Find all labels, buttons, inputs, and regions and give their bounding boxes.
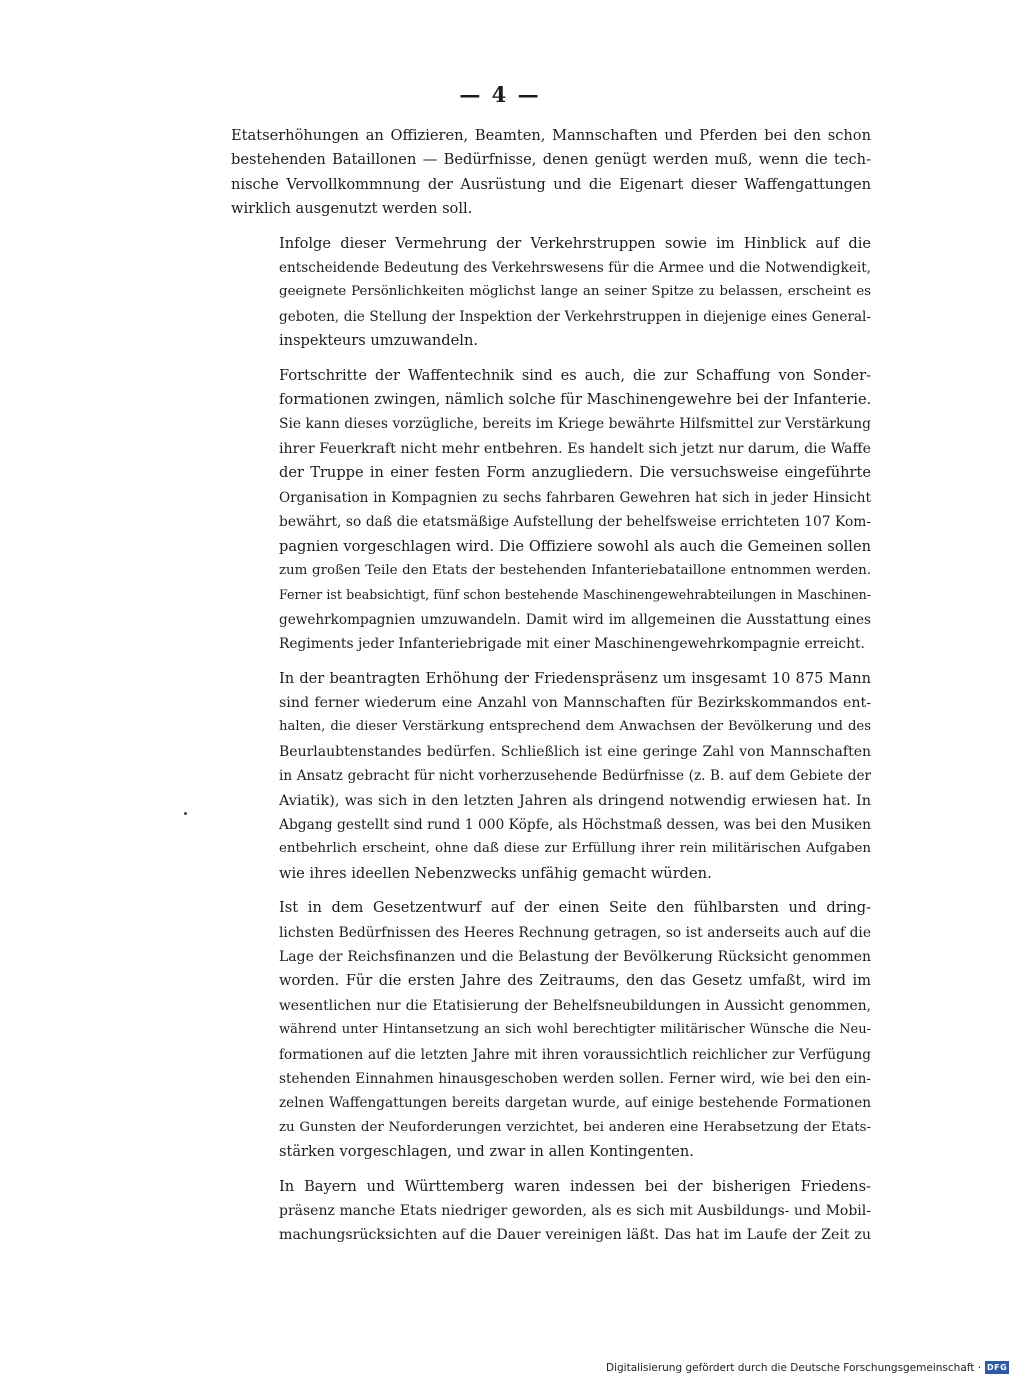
text-line: stehenden Einnahmen hinausgeschoben werden sollen. Ferner wird, wie bei den ein-	[279, 1071, 871, 1088]
footer	[606, 1361, 1009, 1374]
page-number: — 4 —	[459, 82, 541, 107]
text-line: worden. Für die ersten Jahre des Zeitraums, den das Gesetz umfaßt, wird im	[279, 972, 871, 990]
text-line: bestehenden Bataillonen — Bedürfnisse, denen genügt werden muß, wenn die tech-	[231, 151, 871, 169]
text-line: der Truppe in einer festen Form anzugliedern. Die versuchsweise eingeführte	[279, 464, 871, 482]
dfg-logo-icon: DFG	[986, 1363, 1008, 1372]
text-line: zum großen Teile den Etats der bestehenden Infanteriebataillone entnommen werden.	[279, 562, 871, 578]
text-line: Ferner ist beabsichtigt, fünf schon bestehende Maschinengewehrabteilungen in Maschinen-	[279, 587, 871, 603]
text-line: zelnen Waffengattungen bereits dargetan wurde, auf einige bestehende Formationen	[279, 1095, 871, 1112]
text-line: Sie kann dieses vorzügliche, bereits im Kriege bewährte Hilfsmittel zur Verstärkung	[279, 416, 871, 433]
text-line: lichsten Bedürfnissen des Heeres Rechnung getragen, so ist anderseits auch auf die	[279, 924, 871, 941]
text-line: Aviatik), was sich in den letzten Jahren als dringend notwendig erwiesen hat. In	[279, 792, 871, 809]
text-line: sind ferner wiederum eine Anzahl von Mannschaften für Bezirkskommandos ent-	[279, 694, 871, 711]
paragraph	[231, 364, 871, 657]
text-line: zu Gunsten der Neuforderungen verzichtet, bei anderen eine Herabsetzung der Etats-	[279, 1119, 871, 1135]
paragraph	[231, 896, 871, 1164]
text-line: Regiments jeder Infanteriebrigade mit einer Maschinengewehrkompagnie erreicht.	[279, 636, 865, 653]
text-line: Fortschritte der Waffentechnik sind es auch, die zur Schaffung von Sonder-	[279, 366, 871, 384]
text-line: Lage der Reichsfinanzen und die Belastung der Bevölkerung Rücksicht genommen	[279, 949, 871, 965]
text-line: während unter Hintansetzung an sich wohl berechtigter militärischer Wünsche die Neu-	[279, 1022, 871, 1038]
text-line: inspekteurs umzuwandeln.	[279, 332, 478, 350]
text-line: wirklich ausgenutzt werden soll.	[231, 200, 473, 218]
text-line: Beurlaubtenstandes bedürfen. Schließlich ist eine geringe Zahl von Mannschaften	[279, 743, 871, 760]
text-line: geboten, die Stellung der Inspektion der Verkehrstruppen in diejenige eines General-	[279, 308, 871, 325]
text-line: formationen zwingen, nämlich solche für Maschinengewehre bei der Infanterie.	[279, 391, 872, 409]
text-line: wesentlichen nur die Etatisierung der Behelfsneubildungen in Aussicht genommen,	[279, 997, 871, 1014]
text-line: stärken vorgeschlagen, und zwar in allen Kontingenten.	[279, 1143, 694, 1161]
footer-credit: Digitalisierung gefördert durch die Deutsche Forschungsgemeinschaft ·	[606, 1361, 982, 1374]
text-line: nische Vervollkommnung der Ausrüstung und die Eigenart dieser Waffengattungen	[231, 175, 871, 193]
text-line: wie ihres ideellen Nebenzwecks unfähig gemacht würden.	[279, 864, 712, 882]
text-line: ihrer Feuerkraft nicht mehr entbehren. Es handelt sich jetzt nur darum, die Waffe	[279, 440, 871, 457]
paragraph	[231, 232, 871, 354]
text-line: entscheidende Bedeutung des Verkehrswesens für die Armee und die Notwendigkeit,	[279, 260, 871, 277]
text-line: In Bayern und Württemberg waren indessen bei der bisherigen Friedens-	[279, 1177, 871, 1195]
text-line: in Ansatz gebracht für nicht vorherzusehende Bedürfnisse (z. B. auf dem Gebiete der	[279, 768, 871, 785]
text-line: Abgang gestellt sind rund 1 000 Köpfe, als Höchstmaß dessen, was bei den Musiken	[279, 816, 871, 833]
text-line: geeignete Persönlichkeiten möglichst lange an seiner Spitze zu belassen, erscheint es	[279, 284, 871, 300]
text-line: Ist in dem Gesetzentwurf auf der einen Seite den fühlbarsten und dring-	[279, 899, 871, 917]
paragraph	[231, 667, 871, 887]
text-line: präsenz manche Etats niedriger geworden, als es sich mit Ausbildungs- und Mobil-	[279, 1203, 871, 1220]
text-line: Organisation in Kompagnien zu sechs fahrbaren Gewehren hat sich in jeder Hinsicht	[279, 489, 871, 506]
scan-speck	[184, 812, 187, 815]
text-line: halten, die dieser Verstärkung entsprechend dem Anwachsen der Bevölkerung und des	[279, 719, 871, 735]
text-line: Etatserhöhungen an Offizieren, Beamten, Mannschaften und Pferden bei den schon	[231, 127, 871, 144]
text-line: In der beantragten Erhöhung der Friedenspräsenz um insgesamt 10 875 Mann	[279, 669, 871, 687]
text-line: formationen auf die letzten Jahre mit ihren voraussichtlich reichlicher zur Verfügung	[279, 1046, 871, 1063]
text-line: machungsrücksichten auf die Dauer vereinigen läßt. Das hat im Laufe der Zeit zu	[279, 1227, 871, 1244]
body-text	[231, 124, 871, 1248]
text-line: gewehrkompagnien umzuwandeln. Damit wird im allgemeinen die Ausstattung eines	[279, 611, 871, 628]
paragraph	[231, 1175, 871, 1248]
paragraph	[231, 124, 871, 222]
text-line: Infolge dieser Vermehrung der Verkehrstruppen sowie im Hinblick auf die	[279, 234, 871, 252]
text-line: entbehrlich erscheint, ohne daß diese zur Erfüllung ihrer rein militärischen Aufgaben	[279, 841, 871, 857]
text-line: bewährt, so daß die etatsmäßige Aufstellung der behelfsweise errichteten 107 Kom-	[279, 514, 871, 531]
text-line: pagnien vorgeschlagen wird. Die Offiziere sowohl als auch die Gemeinen sollen	[279, 537, 871, 555]
